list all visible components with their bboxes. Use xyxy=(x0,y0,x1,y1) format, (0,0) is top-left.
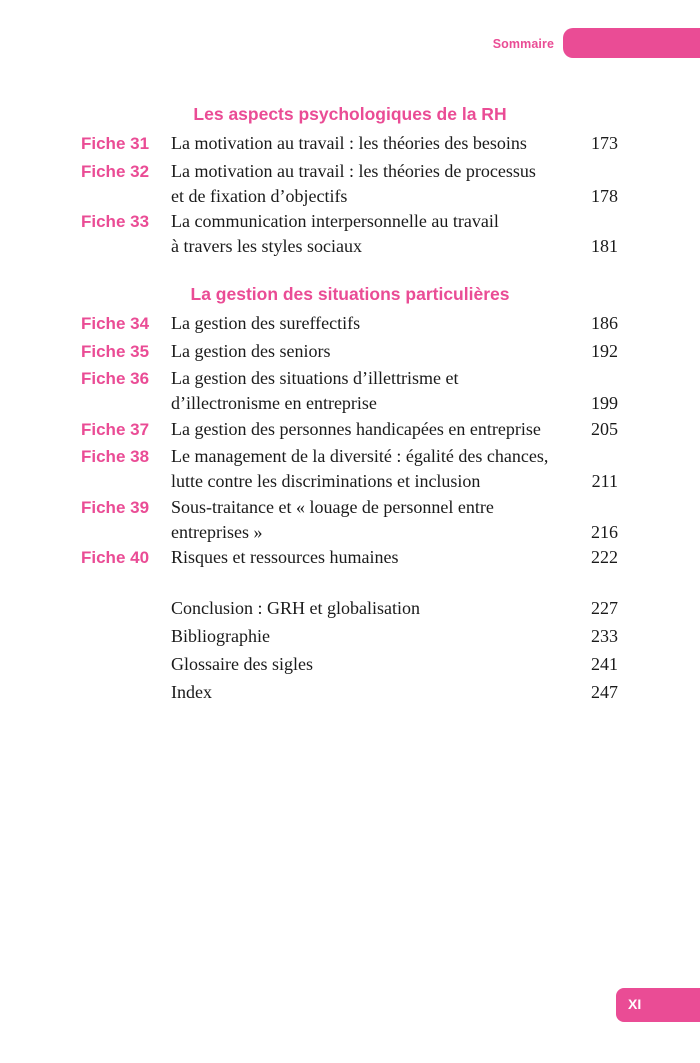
entry-page: 178 xyxy=(591,186,618,206)
toc-entry-fiche-40[interactable] xyxy=(0,545,700,595)
toc-entry-fiche-33[interactable] xyxy=(0,209,700,259)
toc-entry-fiche-38[interactable] xyxy=(0,444,700,494)
entry-page: 199 xyxy=(591,393,618,413)
entry-page: 241 xyxy=(591,654,618,674)
fiche-number: Fiche 31 xyxy=(81,134,150,153)
toc-entry-fiche-36[interactable] xyxy=(0,366,700,416)
entry-title: La motivation au travail : les théories des besoins xyxy=(171,133,527,153)
fiche-number: Fiche 32 xyxy=(81,162,150,181)
fiche-number: Fiche 35 xyxy=(81,342,150,361)
toc-entry-fiche-39[interactable] xyxy=(0,495,700,545)
toc-entry-fiche-32[interactable] xyxy=(0,159,700,209)
entry-title: La gestion des sureffectifs xyxy=(171,313,361,333)
entry-title: La gestion des seniors xyxy=(171,341,331,361)
page-number: XI xyxy=(628,996,642,1012)
entry-page: 222 xyxy=(591,547,618,567)
toc-entry-index[interactable] xyxy=(0,680,700,730)
entry-title: Sous-traitance et « louage de personnel entre entreprises » xyxy=(171,497,494,542)
fiche-number: Fiche 39 xyxy=(81,498,150,517)
entry-title: Conclusion : GRH et globalisation xyxy=(171,598,420,618)
header-tab xyxy=(563,28,700,58)
entry-title: La gestion des situations d’illettrisme et d’illectronisme en entreprise xyxy=(171,368,459,413)
entry-title: Glossaire des sigles xyxy=(171,654,313,674)
fiche-number: Fiche 33 xyxy=(81,212,150,231)
entry-page: 227 xyxy=(591,598,618,618)
entry-page: 233 xyxy=(591,626,618,646)
section-label: Sommaire xyxy=(492,37,554,51)
page-number-tab xyxy=(616,988,700,1022)
section-title-situations: La gestion des situations particulières xyxy=(190,284,510,304)
entry-page: 211 xyxy=(591,471,618,491)
entry-title: Risques et ressources humaines xyxy=(171,547,399,567)
section-title-psychologie: Les aspects psychologiques de la RH xyxy=(193,104,507,124)
entry-title: Index xyxy=(171,682,212,702)
entry-title: Le management de la diversité : égalité des chances, lutte contre les discriminations et inclusion xyxy=(171,446,549,491)
fiche-number: Fiche 37 xyxy=(81,420,150,439)
fiche-number: Fiche 36 xyxy=(81,369,150,388)
entry-page: 192 xyxy=(591,341,618,361)
entry-page: 205 xyxy=(591,419,618,439)
entry-title: La motivation au travail : les théories de processus et de fixation d’objectifs xyxy=(171,161,536,206)
entry-page: 216 xyxy=(591,522,618,542)
entry-title: La communication interpersonnelle au travail à travers les styles sociaux xyxy=(171,211,499,256)
fiche-number: Fiche 38 xyxy=(81,447,150,466)
entry-page: 186 xyxy=(591,313,618,333)
entry-page: 181 xyxy=(591,236,618,256)
entry-page: 247 xyxy=(591,682,618,702)
fiche-number: Fiche 34 xyxy=(81,314,150,333)
fiche-number: Fiche 40 xyxy=(81,548,150,567)
entry-page: 173 xyxy=(591,133,618,153)
entry-title: Bibliographie xyxy=(171,626,270,646)
entry-title: La gestion des personnes handicapées en entreprise xyxy=(171,419,541,439)
